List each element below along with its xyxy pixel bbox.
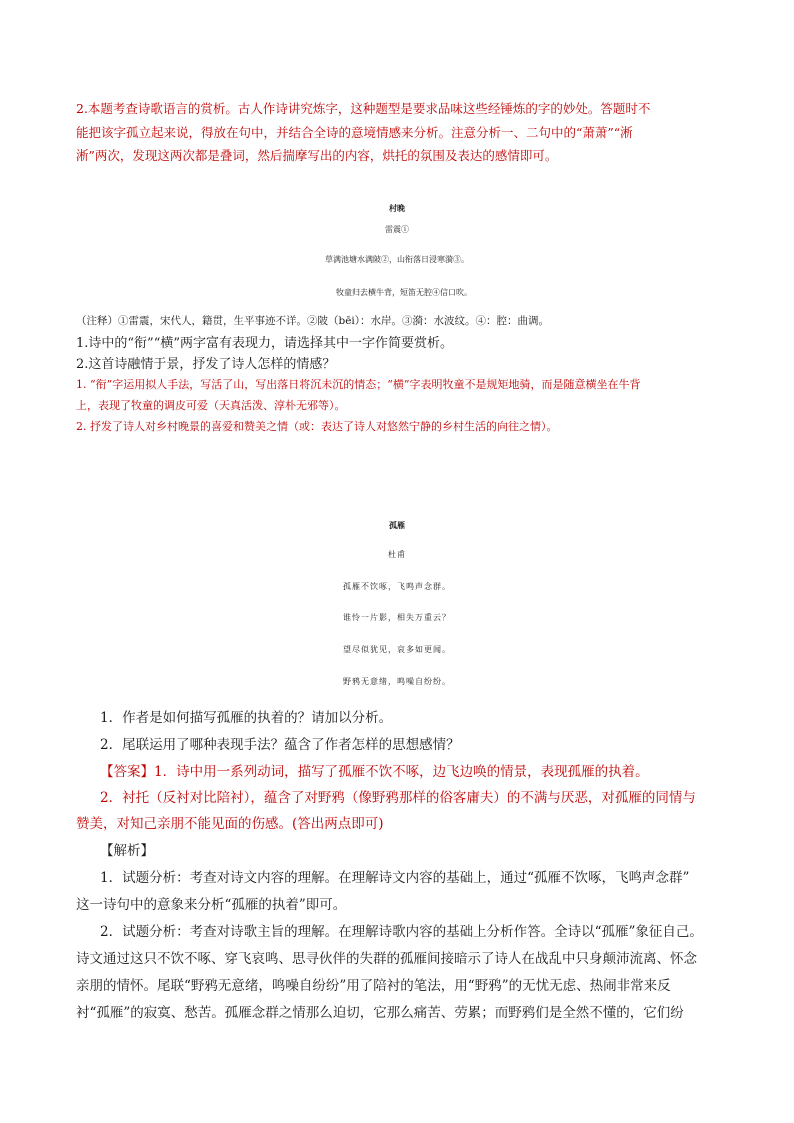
poem-line: 草满池塘水满陂②，山衔落日浸寒漪③。 [325,255,469,264]
question: 2．尾联运用了哪种表现手法？蕴含了作者怎样的思想感情？ [100,737,460,753]
poem-line: 牧童归去横牛背，短笛无腔④信口吹。 [336,288,472,297]
analysis-line: 1．试题分析：考查对诗文内容的理解。在理解诗文内容的基础上，通过“孤雁不饮啄，飞鸣声念群” [100,870,690,886]
answer-line: 1. “衔”字运用拟人手法，写活了山，写出落日将沉未沉的情态；“横”字表明牧童不是规矩地骑，而是随意横坐在牛背 [76,378,641,391]
answer-line: 2．衬托（反衬对比陪衬），蕴含了对野鸦（像野鸦那样的俗客庸夫）的不满与厌恶，对孤雁的同情与 [100,790,696,806]
analysis-line: 2．试题分析：考查对诗歌主旨的理解。在理解诗歌内容的基础上分析作答。全诗以“孤雁”象征自己。 [100,924,703,940]
poem-line: 谁怜一片影，相失万重云？ [343,613,451,622]
poem-title: 孤雁 [389,520,405,530]
question: 1．作者是如何描写孤雁的执着的？请加以分析。 [100,710,393,726]
poem-title: 村晚 [389,203,405,213]
analysis-line: 亲朋的情怀。尾联“野鸦无意绪，鸣噪自纷纷”用了陪衬的笔法，用“野鸦”的无忧无虑、热闹非常来反 [76,978,671,994]
poem-line: 孤雁不饮啄，飞鸣声念群。 [343,582,451,591]
analysis-line: 衬“孤雁”的寂寞、愁苦。孤雁念群之情那么迫切，它那么痛苦、劳累；而野鸦们是全然不懂的，它们纷 [76,1005,684,1021]
answer-line: 上，表现了牧童的调皮可爱（天真活泼、淳朴无邪等）。 [76,399,346,412]
analysis-line: 诗文通过这只不饮不啄、穿飞哀鸣、思寻伙伴的失群的孤雁间接暗示了诗人在战乱中只身颠沛流离、怀念 [76,951,697,967]
poem-line: 望尽似犹见，哀多如更闻。 [343,645,451,654]
question: 2.这首诗融情于景，抒发了诗人怎样的情感？ [76,357,336,372]
note-line: 能把该字孤立起来说，得放在句中，并结合全诗的意境情感来分析。注意分析一、二句中的“萧萧”“淅 [76,125,633,140]
note-line: 2.本题考查诗歌语言的赏析。古人作诗讲究炼字，这种题型是要求品味这些经锤炼的字的妙处。答题时不 [76,101,651,116]
answer-line: 2. 抒发了诗人对乡村晚景的喜爱和赞美之情（或：表达了诗人对悠然宁静的乡村生活的向往之情）。 [76,420,558,433]
poem-annotation: （注释）①雷震，宋代人，籍贯，生平事迹不详。②陂（bēi）：水岸。③漪：水波纹。④：腔：曲调。 [76,315,550,327]
answer-label: 【答案】 [100,764,154,780]
poem-author: 雷震① [385,225,409,234]
note-line: 淅”两次，发现这两次都是叠词，然后揣摩写出的内容，烘托的氛围及表达的感情即可。 [76,148,558,163]
answer-text: 1．诗中用一系列动词，描写了孤雁不饮不啄，边飞边唤的情景，表现孤雁的执着。 [154,764,649,780]
poem-line: 野鸦无意绪，鸣噪自纷纷。 [343,677,451,686]
analysis-line: 这一诗句中的意象来分析“孤雁的执着”即可。 [76,897,347,913]
answer-line [100,760,649,780]
answer-line: 赞美，对知己亲朋不能见面的伤感。(答出两点即可) [76,816,384,832]
analysis-label: 【解析】 [100,843,154,859]
poem-author: 杜甫 [388,550,406,559]
question: 1.诗中的“衔”“横”两字富有表现力，请选择其中一字作简要赏析。 [76,336,453,351]
